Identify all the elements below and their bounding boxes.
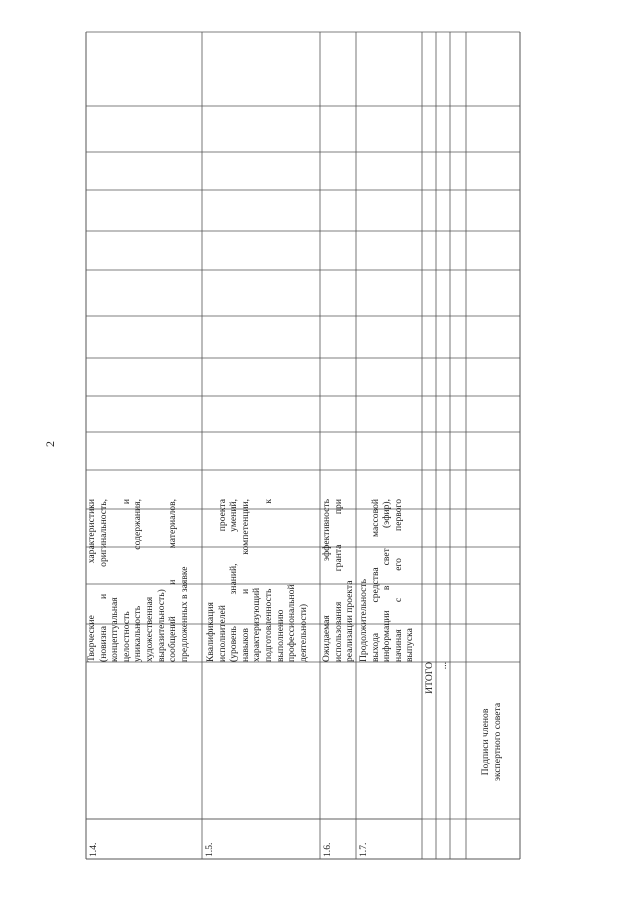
criterion-line: концептуальная xyxy=(109,597,121,662)
criterion-line: характеризующий xyxy=(251,587,263,662)
evaluation-table xyxy=(86,32,520,859)
criterion-line: использования гранта при xyxy=(332,499,344,662)
criterion-line: сообщений и материалов, xyxy=(167,499,179,662)
row-number-1-4: 1.4. xyxy=(88,842,99,857)
criterion-line: выхода средства массовой xyxy=(369,499,381,662)
criterion-line: Продолжительность xyxy=(358,579,369,662)
criterion-line: деятельности) xyxy=(297,603,309,662)
criterion-line: (новизна и оригинальность, xyxy=(97,499,109,662)
criterion-line: предложенных в заявке xyxy=(178,566,190,662)
table-grid xyxy=(86,32,520,859)
criterion-text-1-4 xyxy=(86,499,202,662)
criterion-line: подготовленность к xyxy=(262,499,274,662)
row-number-1-5: 1.5. xyxy=(204,842,215,857)
criterion-line: целостность и xyxy=(120,499,132,662)
total-label: ИТОГО xyxy=(424,662,435,694)
ellipsis-row: ... xyxy=(438,662,449,670)
row-number-1-6: 1.6. xyxy=(322,842,333,857)
criterion-line: выразительность) xyxy=(155,589,167,662)
criterion-text-1-6 xyxy=(321,499,359,662)
criterion-line: информации в свет (эфир), xyxy=(381,499,393,662)
signature-line: экспертного совета xyxy=(491,702,503,782)
criterion-line: профессиональной xyxy=(286,584,298,662)
criterion-line: выпуска xyxy=(404,628,416,662)
criterion-line: уникальность содержания, xyxy=(132,499,144,662)
criterion-line: Квалификация xyxy=(205,602,216,662)
criterion-line: реализации проекта xyxy=(344,580,356,662)
criterion-line: исполнителей проекта xyxy=(216,499,228,662)
criterion-text-1-5 xyxy=(205,499,321,662)
signature-caption xyxy=(480,662,510,822)
criterion-line: Творческие характеристики xyxy=(86,499,97,662)
criterion-line: навыков и компетенции, xyxy=(239,499,251,662)
criterion-line: Ожидаемая эффективность xyxy=(321,499,332,662)
page-number: 2 xyxy=(43,441,57,447)
row-number-1-7: 1.7. xyxy=(358,842,369,857)
criterion-line: выполнению xyxy=(274,609,286,662)
criterion-line: художественная xyxy=(143,596,155,662)
signature-line: Подписи членов xyxy=(480,708,491,776)
criterion-line: начиная с его первого xyxy=(392,499,404,662)
criterion-text-1-7 xyxy=(358,499,420,662)
criterion-line: (уровень знаний, умений, xyxy=(228,499,240,662)
